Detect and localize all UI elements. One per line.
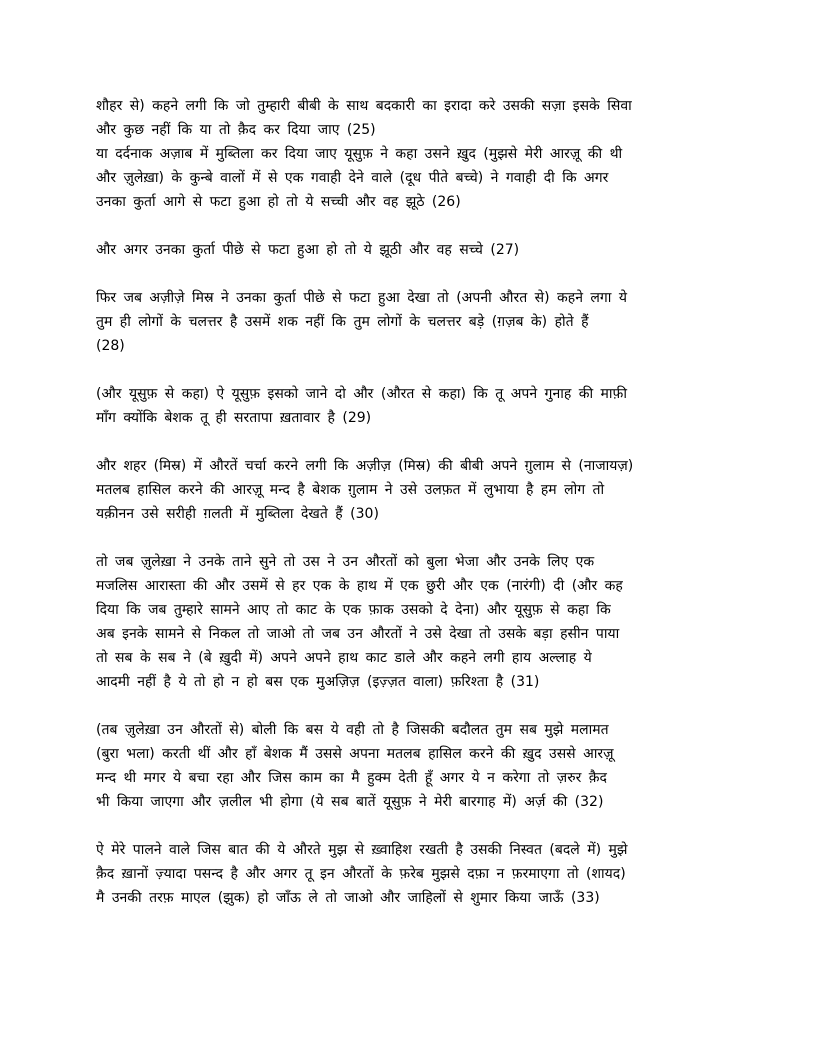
text-line: (28): [96, 338, 125, 354]
paragraph-verse-28: [96, 286, 718, 358]
text-line: तुम ही लोगों के चलत्तर है उसमें शक नहीं कि तुम लोगों के चलत्तर बड़े (ग़ज़ब के) होते हैं: [96, 314, 589, 330]
text-line: या दर्दनाक अज़ाब में मुब्तिला कर दिया जाए यूसुफ़ ने कहा उसने ख़ुद (मुझसे मेरी आरज़ू की थी: [96, 146, 623, 162]
text-line: मै उनकी तरफ़ माएल (झुक) हो जाँऊ ले तो जाओ और जाहिलों से शुमार किया जाऊँ (33): [96, 890, 600, 906]
paragraph-verse-33: [96, 838, 718, 910]
text-line: ऐ मेरे पालने वाले जिस बात की ये औरते मुझ से ख़्वाहिश रखती है उसकी निस्वत (बदले में) मुझे: [96, 842, 628, 858]
text-line: तो जब ज़ुलेख़ा ने उनके ताने सुने तो उस ने उन औरतों को बुला भेजा और उनके लिए एक: [96, 554, 595, 570]
paragraph-verse-25: [96, 94, 718, 142]
text-line: और ज़ुलेख़ा) के कुन्बे वालों में से एक गवाही देने वाले (दूध पीते बच्चे) ने गवाही दी कि अगर: [96, 170, 609, 186]
text-line: अब इनके सामने से निकल तो जाओ तो जब उन औरतों ने उसे देखा तो उसके बड़ा हसीन पाया: [96, 626, 620, 642]
paragraph-verse-32: [96, 718, 718, 814]
text-line: और अगर उनका कुर्ता पीछे से फटा हुआ हो तो ये झूठी और वह सच्चे (27): [96, 242, 520, 258]
text-line: क़ैद ख़ानों ज़्यादा पसन्द है और अगर तू इन औरतों के फ़रेब मुझसे दफ़ा न फ़रमाएगा तो (शायद): [96, 866, 626, 882]
text-line: (बुरा भला) करती थीं और हाँ बेशक मैं उससे अपना मतलब हासिल करने की ख़ुद उससे आरज़ू: [96, 746, 614, 762]
paragraph-verse-30: [96, 454, 718, 526]
text-line: भी किया जाएगा और ज़लील भी होगा (ये सब बातें यूसुफ़ ने मेरी बारगाह में) अर्ज़ की (32): [96, 794, 604, 810]
text-line: तो सब के सब ने (बे ख़ुदी में) अपने अपने हाथ काट डाले और कहने लगी हाय अल्लाह ये: [96, 650, 592, 666]
paragraph-verse-29: [96, 382, 718, 430]
text-line: फिर जब अज़ीज़े मिस्र ने उनका कुर्ता पीछे से फटा हुआ देखा तो (अपनी औरत से) कहने लगा ये: [96, 290, 628, 306]
text-line: और शहर (मिस्र) में औरतें चर्चा करने लगी कि अज़ीज़ (मिस्र) की बीबी अपने ग़ुलाम से (नाजायज़): [96, 458, 634, 474]
text-line: शौहर से) कहने लगी कि जो तुम्हारी बीबी के साथ बदकारी का इरादा करे उसकी सज़ा इसके सिवा: [96, 98, 632, 114]
paragraph-verse-26: [96, 142, 718, 214]
text-line: उनका कुर्ता आगे से फटा हुआ हो तो ये सच्ची और वह झूठे (26): [96, 194, 461, 210]
paragraph-verse-27: [96, 238, 718, 262]
text-line: मतलब हासिल करने की आरज़ू मन्द है बेशक ग़ुलाम ने उसे उलफ़त में लुभाया है हम लोग तो: [96, 482, 605, 498]
text-line: मजलिस आरास्ता की और उसमें से हर एक के हाथ में एक छुरी और एक (नारंगी) दी (और कह: [96, 578, 623, 594]
text-line: माँग क्योंकि बेशक तू ही सरतापा ख़तावार है (29): [96, 410, 372, 426]
text-line: (तब ज़ुलेख़ा उन औरतों से) बोली कि बस ये वही तो है जिसकी बदौलत तुम सब मुझे मलामत: [96, 722, 609, 738]
text-line: दिया कि जब तुम्हारे सामने आए तो काट के एक फ़ाक उसको दे देना) और यूसुफ़ से कहा कि: [96, 602, 611, 618]
text-line: (और यूसुफ़ से कहा) ऐ यूसुफ़ इसको जाने दो और (औरत से कहा) कि तू अपने गुनाह की माफ़ी: [96, 386, 627, 402]
text-line: आदमी नहीं है ये तो हो न हो बस एक मुअज़िज़ (इज़्ज़त वाला) फ़रिश्ता है (31): [96, 674, 540, 690]
text-line: मन्द थी मगर ये बचा रहा और जिस काम का मै हुक्म देती हूँ अगर ये न करेगा तो ज़रुर क़ैद: [96, 770, 607, 786]
text-line: यक़ीनन उसे सरीही ग़लती में मुब्तिला देखते हैं (30): [96, 506, 379, 522]
paragraph-verse-31: [96, 550, 718, 694]
text-line: और कुछ नहीं कि या तो क़ैद कर दिया जाए (25): [96, 122, 376, 138]
document-body: [96, 94, 718, 934]
